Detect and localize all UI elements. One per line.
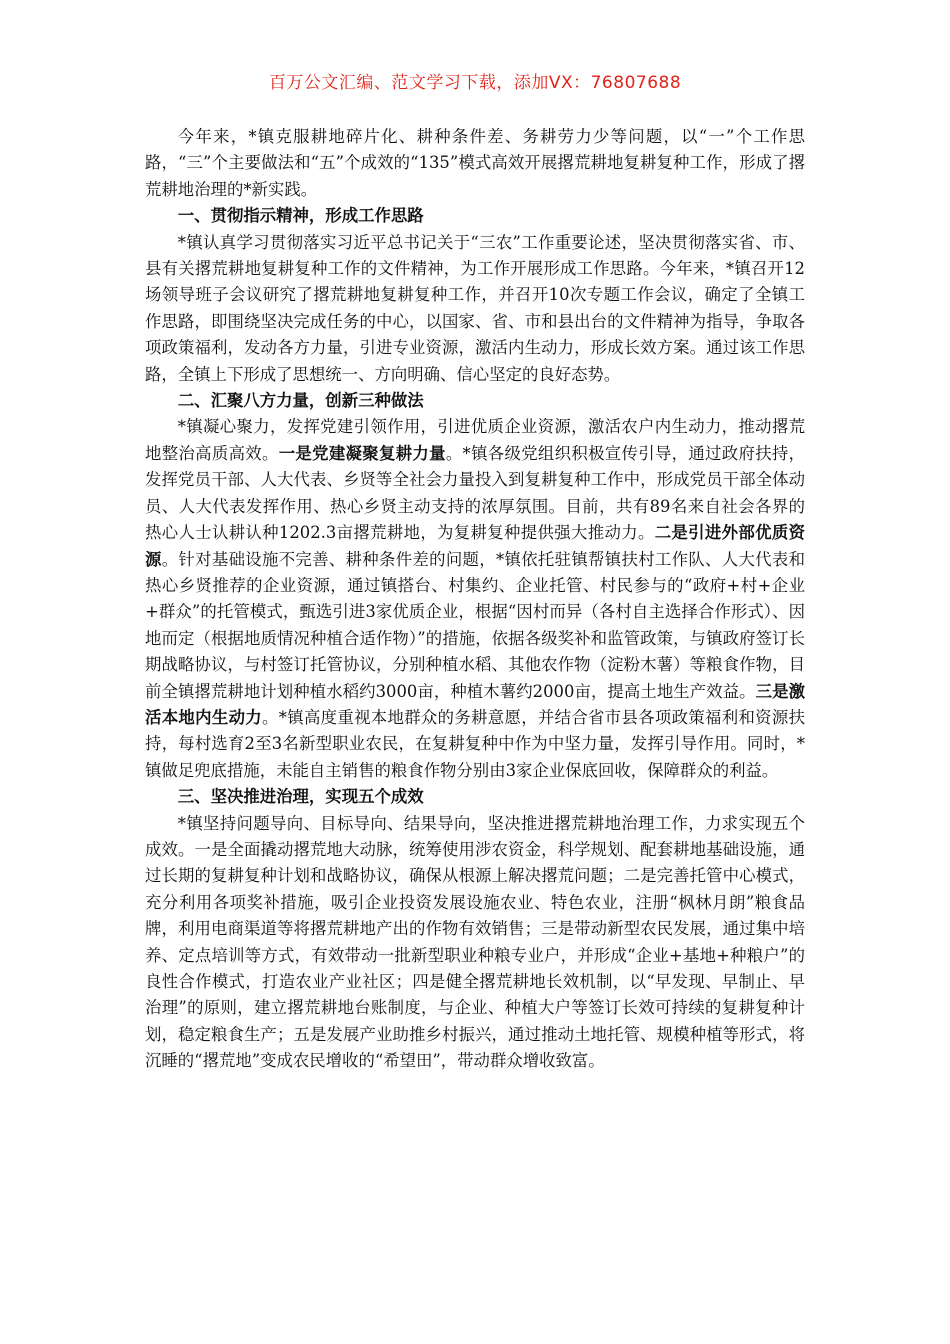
section-2-heading: 二、汇聚八方力量，创新三种做法 (177, 391, 424, 411)
section-2-text-a: *镇凝心聚力，发挥党建引领作用，引进优质企业资源，激活农户内生动力，推动撂荒地整治高质高效。 (145, 417, 805, 463)
promo-banner: 百万公文汇编、范文学习下载，添加VX：76807688 (268, 73, 682, 93)
section-2-point-3: 三是激活本地内生动力 (145, 681, 805, 727)
section-1-paragraph: *镇认真学习贯彻落实习近平总书记关于“三农”工作重要论述，坚决贯彻落实省、市、县有关撂荒耕地复耕复种工作的文件精神，为工作开展形成工作思路。今年来，*镇召开12场领导班子会议研究了撂荒耕地复耕复种工作，并召开10次专题工作会议，确定了全镇工作思路，即围绕坚决完成任务的中心，以国家、省、市和县出台的文件精神为指导，争取各项政策福利，发动各方力量，引进专业资源，激活内生动力，形成长效方案。通过该工作思路，全镇上下形成了思想统一、方向明确、信心坚定的良好态势。 (145, 232, 805, 384)
section-2-text-d: 。*镇高度重视本地群众的务耕意愿，并结合省市县各项政策福利和资源扶持，每村选育2至3名新型职业农民，在复耕复种中作为中坚力量，发挥引导作用。同时，*镇做足兜底措施，未能自主销售的粮食作物分别由3家企业保底回收，保障群众的利益。 (145, 707, 806, 780)
document-body (145, 124, 805, 1075)
section-3-heading: 三、坚决推进治理，实现五个成效 (177, 787, 424, 807)
section-2-paragraph (145, 414, 805, 784)
section-2-text-b: 。*镇各级党组织积极宣传引导，通过政府扶持，发挥党员干部、人大代表、乡贤等全社会力量投入到复耕复种工作中，形成党员干部全体动员、人大代表发挥作用、热心乡贤主动支持的浓厚氛围。目前，共有89名来自社会各界的热心人士认耕认种1202.3亩撂荒耕地，为复耕复种提供强大推动力。 (145, 443, 806, 543)
section-1-heading: 一、贯彻指示精神，形成工作思路 (177, 206, 424, 226)
section-3-paragraph: *镇坚持问题导向、目标导向、结果导向，坚决推进撂荒耕地治理工作，力求实现五个成效。一是全面撬动撂荒地大动脉，统筹使用涉农资金，科学规划、配套耕地基础设施，通过长期的复耕复种计划和战略协议，确保从根源上解决撂荒问题；二是完善托管中心模式，充分利用各项奖补措施，吸引企业投资发展设施农业、特色农业，注册“枫林月朗”粮食品牌，利用电商渠道等将撂荒耕地产出的作物有效销售；三是带动新型农民发展，通过集中培养、定点培训等方式，有效带动一批新型职业种粮专业户，并形成“企业+基地+种粮户”的良性合作模式，打造农业产业社区；四是健全撂荒耕地长效机制，以“早发现、早制止、早治理”的原则，建立撂荒耕地台账制度，与企业、种植大户等签订长效可持续的复耕复种计划，稳定粮食生产；五是发展产业助推乡村振兴，通过推动土地托管、规模种植等形式，将沉睡的“撂荒地”变成农民增收的“希望田”，带动群众增收致富。 (145, 813, 805, 1071)
intro-paragraph: 今年来，*镇克服耕地碎片化、耕种条件差、务耕劳力少等问题，以“一”个工作思路，“三”个主要做法和“五”个成效的“135”模式高效开展撂荒耕地复耕复种工作，形成了撂荒耕地治理的*新实践。 (145, 127, 805, 199)
section-2-text-c: 。针对基础设施不完善、耕种条件差的问题，*镇依托驻镇帮镇扶村工作队、人大代表和热心乡贤推荐的企业资源，通过镇搭台、村集约、企业托管、村民参与的“政府+村+企业+群众”的托管模式，甄选引进3家优质企业，根据“因村而异（各村自主选择合作形式）、因地而定（根据地质情况种植合适作物）”的措施，依据各级奖补和监管政策，与镇政府签订长期战略协议，与村签订托管协议，分别种植水稻、其他农作物（淀粉木薯）等粮食作物，目前全镇撂荒耕地计划种植水稻约3000亩，种植木薯约2000亩，提高土地生产效益。 (145, 549, 805, 701)
section-2-point-2: 二是引进外部优质资源 (145, 523, 805, 569)
section-2-point-1: 一是党建凝聚复耕力量 (278, 443, 446, 463)
